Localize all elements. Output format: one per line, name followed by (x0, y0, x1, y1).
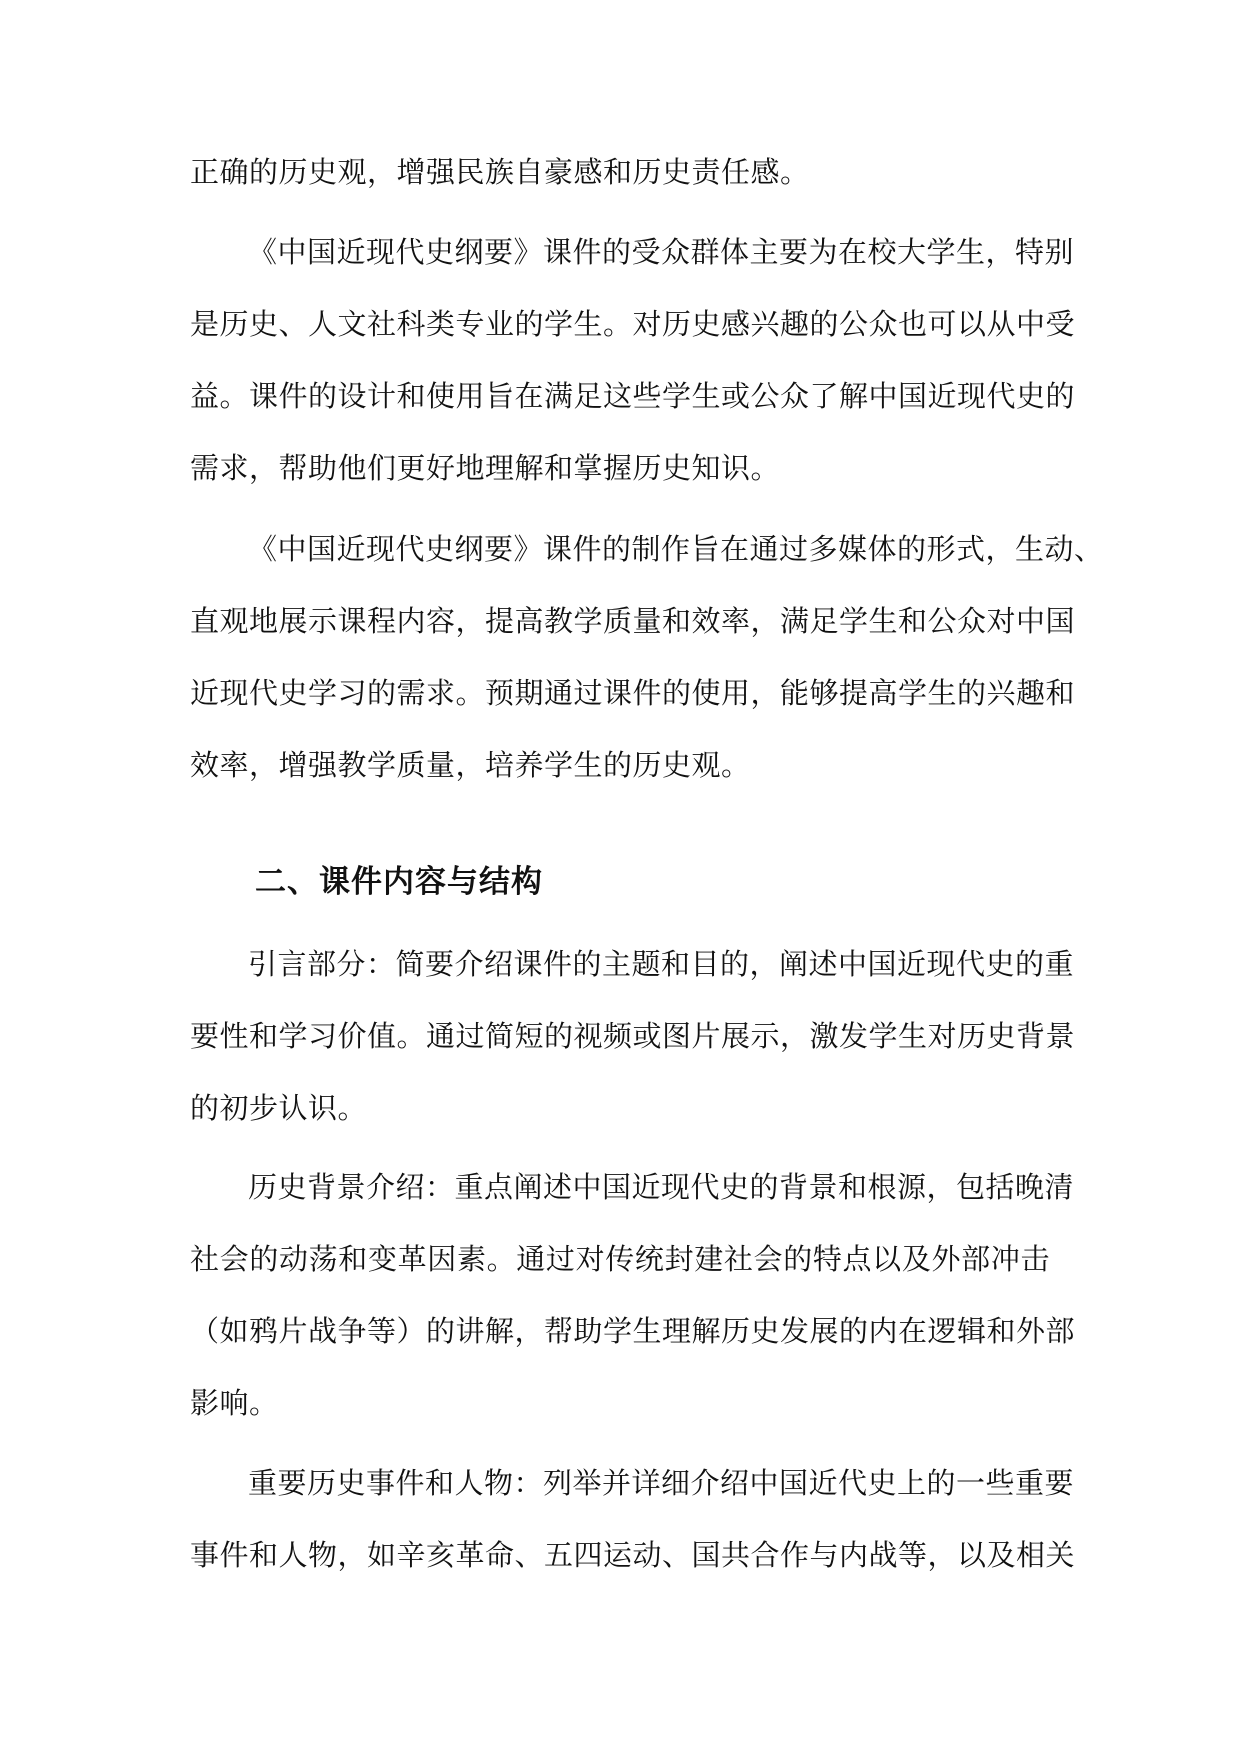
text-line: 重要历史事件和人物：列举并详细介绍中国近代史上的一些重要 (248, 1466, 1075, 1500)
text-line: 《中国近现代史纲要》课件的受众群体主要为在校大学生，特别 (248, 235, 1075, 269)
text-line: 要性和学习价值。通过简短的视频或图片展示，激发学生对历史背景 (190, 1019, 1076, 1053)
text-line: 《中国近现代史纲要》课件的制作旨在通过多媒体的形式，生动、 (248, 532, 1104, 566)
text-line: 影响。 (190, 1386, 279, 1420)
text-line: 的初步认识。 (190, 1091, 368, 1125)
text-line: （如鸦片战争等）的讲解，帮助学生理解历史发展的内在逻辑和外部 (190, 1314, 1076, 1348)
text-line: 需求，帮助他们更好地理解和掌握历史知识。 (190, 451, 781, 485)
text-line: 社会的动荡和变革因素。通过对传统封建社会的特点以及外部冲击 (190, 1242, 1050, 1276)
text-line: 直观地展示课程内容，提高教学质量和效率，满足学生和公众对中国 (190, 604, 1076, 638)
text-line: 引言部分：简要介绍课件的主题和目的，阐述中国近现代史的重 (248, 947, 1075, 981)
text-line: 正确的历史观，增强民族自豪感和历史责任感。 (190, 155, 810, 189)
section-heading: 二、课件内容与结构 (255, 864, 543, 900)
text-line: 效率，增强教学质量，培养学生的历史观。 (190, 748, 751, 782)
text-line: 益。课件的设计和使用旨在满足这些学生或公众了解中国近现代史的 (190, 379, 1076, 413)
text-line: 事件和人物，如辛亥革命、五四运动、国共合作与内战等，以及相关 (190, 1538, 1076, 1572)
text-line: 是历史、人文社科类专业的学生。对历史感兴趣的公众也可以从中受 (190, 307, 1076, 341)
text-line: 历史背景介绍：重点阐述中国近现代史的背景和根源，包括晚清 (248, 1170, 1075, 1204)
text-line: 近现代史学习的需求。预期通过课件的使用，能够提高学生的兴趣和 (190, 676, 1076, 710)
